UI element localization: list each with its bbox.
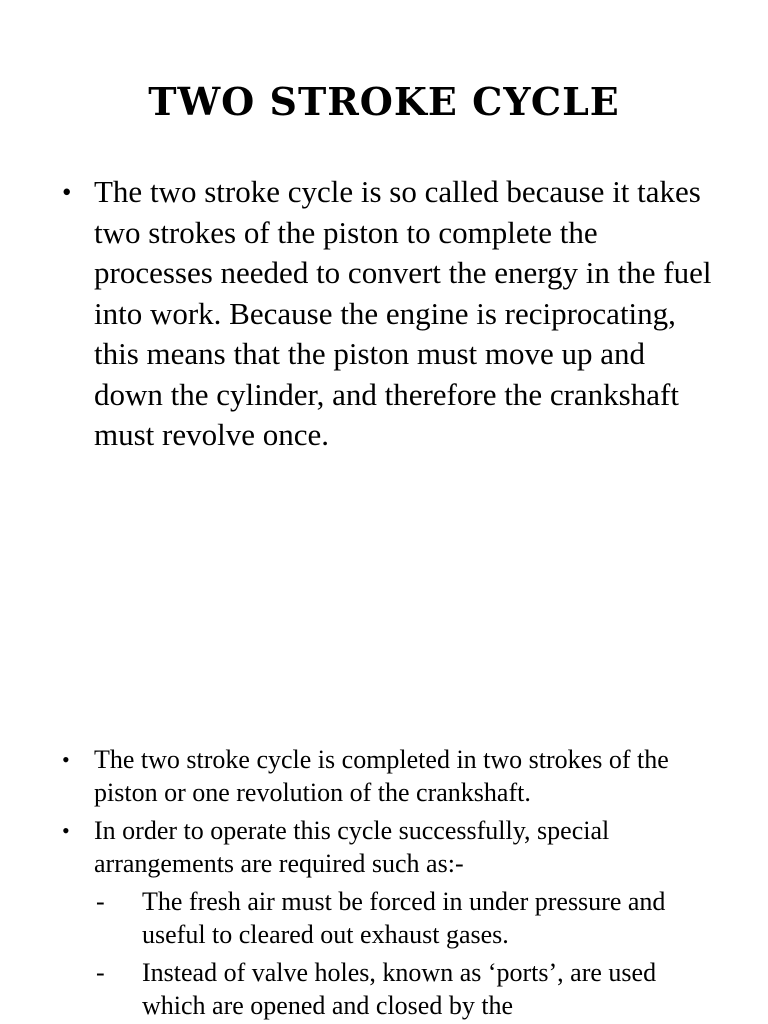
bullet-marker: • bbox=[62, 818, 70, 843]
detail-bullet bbox=[60, 815, 720, 880]
intro-bullet-text: The two stroke cycle is so called because it takes two strokes of the piston to complete the processes needed to convert the energy in the fuel into work. Because the engine is reciprocating, this means that the piston must move up and down the cylinder, and therefore the crankshaft must revolve once. bbox=[94, 174, 712, 452]
intro-bullet bbox=[60, 172, 720, 456]
dash-marker: - bbox=[96, 958, 105, 987]
bullet-marker: • bbox=[62, 747, 70, 772]
detail-bullet-text: The two stroke cycle is completed in two strokes of the piston or one revolution of the crankshaft. bbox=[94, 745, 669, 807]
intro-bullet-list bbox=[60, 172, 720, 456]
dash-marker: - bbox=[96, 887, 105, 916]
detail-subitem-text: Instead of valve holes, known as ‘ports’, are used which are opened and closed by the bbox=[142, 958, 657, 1020]
detail-bullet bbox=[60, 744, 720, 809]
detail-subitem bbox=[60, 957, 720, 1022]
detail-subitem bbox=[60, 886, 720, 951]
bullet-marker: • bbox=[62, 177, 72, 207]
page-title: TWO STROKE CYCLE bbox=[148, 79, 620, 124]
detail-bullet-list bbox=[60, 744, 720, 1024]
detail-subitem-text: The fresh air must be forced in under pressure and useful to cleared out exhaust gases. bbox=[142, 887, 666, 949]
detail-bullet-text: In order to operate this cycle successfully, special arrangements are required such as:- bbox=[94, 816, 610, 878]
